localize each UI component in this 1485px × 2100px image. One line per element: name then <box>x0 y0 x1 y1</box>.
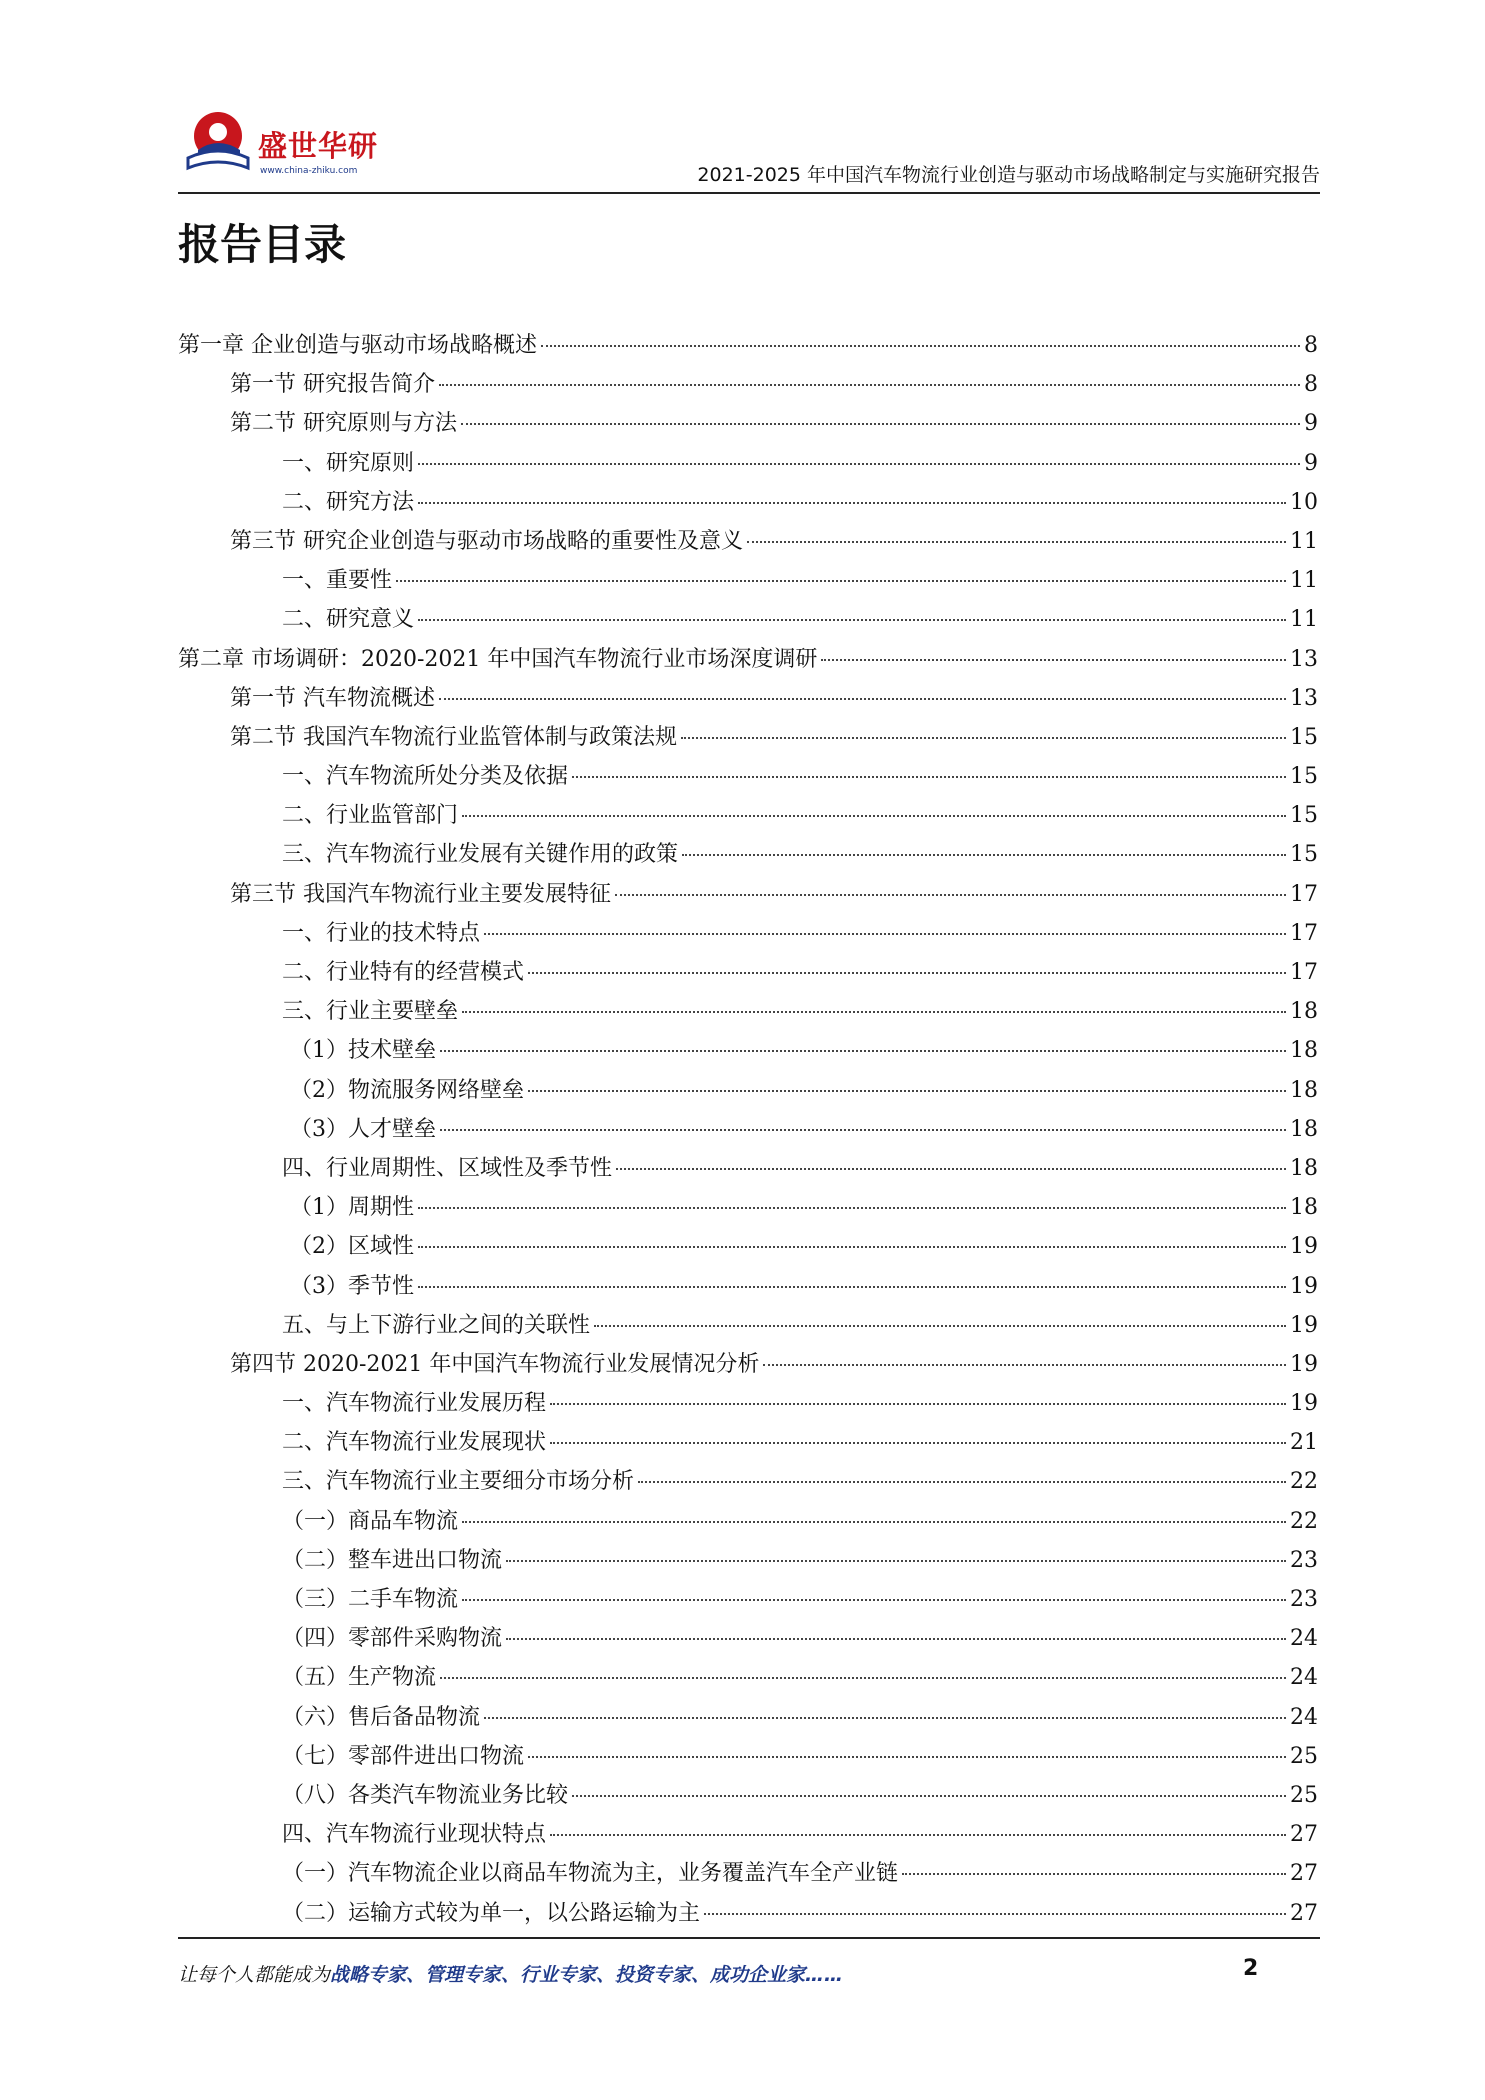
toc-entry-page: 19 <box>1290 1391 1318 1417</box>
toc-entry-label: 第三节 研究企业创造与驱动市场战略的重要性及意义 <box>230 528 743 554</box>
toc-entry-page: 15 <box>1290 724 1318 750</box>
toc-entry[interactable] <box>178 1739 1318 1778</box>
toc-entry-page: 21 <box>1290 1430 1318 1456</box>
footer-prefix: 让每个人都能成为 <box>178 1964 331 1986</box>
toc-entry-label: 二、汽车物流行业发展现状 <box>282 1430 547 1456</box>
toc-entry[interactable] <box>178 1856 1318 1895</box>
toc-entry[interactable] <box>178 1073 1318 1112</box>
toc-entry[interactable] <box>178 563 1318 602</box>
toc-entry-label: 第一节 研究报告简介 <box>230 372 435 398</box>
report-title: 2021-2025 年中国汽车物流行业创造与驱动市场战略制定与实施研究报告 <box>697 164 1320 186</box>
toc-entry[interactable] <box>178 759 1318 798</box>
toc-entry-page: 9 <box>1304 411 1318 437</box>
toc-dot-leader <box>704 1913 1286 1915</box>
toc-entry-page: 23 <box>1290 1587 1318 1612</box>
toc-entry-label: （1）周期性 <box>290 1195 414 1221</box>
toc-entry-label: 四、汽车物流行业现状特点 <box>282 1822 547 1848</box>
toc-entry-label: （三）二手车物流 <box>282 1587 459 1612</box>
toc-entry-page: 23 <box>1290 1547 1318 1573</box>
toc-entry-label: （六）售后备品物流 <box>282 1704 481 1730</box>
toc-entry-label: 第四节 2020-2021 年中国汽车物流行业发展情况分析 <box>230 1351 760 1377</box>
page-header <box>178 100 1320 198</box>
toc-entry-label: （一）汽车物流企业以商品车物流为主，业务覆盖汽车全产业链 <box>282 1861 899 1887</box>
toc-entry-page: 17 <box>1290 920 1318 946</box>
toc-dot-leader <box>462 1599 1286 1601</box>
toc-entry[interactable] <box>178 720 1318 759</box>
toc-entry[interactable] <box>178 798 1318 837</box>
footer-highlight: 战略专家、管理专家、行业专家、投资专家、成功企业家…… <box>330 1964 844 1986</box>
toc-entry-label: 一、重要性 <box>282 568 393 594</box>
toc-entry[interactable] <box>178 328 1318 367</box>
footer-slogan <box>178 1960 843 1987</box>
toc-dot-leader <box>615 894 1286 896</box>
toc-dot-leader <box>440 1050 1286 1052</box>
toc-entry[interactable] <box>178 1621 1318 1660</box>
toc-dot-leader <box>594 1325 1286 1327</box>
toc-entry-page: 27 <box>1290 1861 1318 1887</box>
toc-entry-label: （2）物流服务网络壁垒 <box>290 1077 524 1103</box>
toc-entry[interactable] <box>178 837 1318 876</box>
toc-entry[interactable] <box>178 1425 1318 1464</box>
toc-entry-label: （四）零部件采购物流 <box>282 1626 503 1652</box>
toc-entry-page: 15 <box>1290 803 1318 829</box>
toc-entry-page: 18 <box>1290 1077 1318 1103</box>
table-of-contents <box>178 328 1318 1935</box>
toc-entry-label: 五、与上下游行业之间的关联性 <box>282 1312 591 1338</box>
toc-dot-leader <box>902 1873 1286 1875</box>
toc-entry[interactable] <box>178 1269 1318 1308</box>
toc-dot-leader <box>461 423 1300 425</box>
toc-dot-leader <box>572 1795 1286 1797</box>
toc-entry-label: （五）生产物流 <box>282 1665 437 1691</box>
toc-entry-label: （八）各类汽车物流业务比较 <box>282 1782 569 1808</box>
toc-entry-label: （3）人才壁垒 <box>290 1116 436 1142</box>
toc-dot-leader <box>763 1364 1286 1366</box>
toc-entry-label: 第三节 我国汽车物流行业主要发展特征 <box>230 881 611 907</box>
toc-entry-page: 19 <box>1290 1273 1318 1299</box>
toc-entry-page: 25 <box>1290 1782 1318 1808</box>
toc-entry-label: 三、汽车物流行业发展有关键作用的政策 <box>282 842 679 868</box>
toc-dot-leader <box>418 1207 1286 1209</box>
toc-dot-leader <box>418 502 1286 504</box>
toc-entry[interactable] <box>178 1464 1318 1503</box>
toc-dot-leader <box>550 1403 1286 1405</box>
toc-dot-leader <box>440 1129 1286 1131</box>
header-divider <box>178 192 1320 194</box>
toc-dot-leader <box>440 1677 1286 1679</box>
toc-entry-label: 一、汽车物流行业发展历程 <box>282 1391 547 1417</box>
toc-entry-page: 24 <box>1290 1626 1318 1652</box>
toc-entry-page: 22 <box>1290 1508 1318 1534</box>
toc-entry[interactable] <box>178 1112 1318 1151</box>
toc-entry[interactable] <box>178 642 1318 681</box>
toc-entry-page: 25 <box>1290 1743 1318 1769</box>
toc-entry-label: 二、研究意义 <box>282 607 415 633</box>
toc-entry[interactable] <box>178 1817 1318 1856</box>
toc-entry[interactable] <box>178 1386 1318 1425</box>
toc-entry-label: 第二章 市场调研：2020-2021 年中国汽车物流行业市场深度调研 <box>178 646 818 672</box>
toc-entry[interactable] <box>178 406 1318 445</box>
toc-dot-leader <box>528 1756 1286 1758</box>
toc-entry-page: 10 <box>1290 489 1318 515</box>
toc-entry[interactable] <box>178 1778 1318 1817</box>
toc-dot-leader <box>418 463 1300 465</box>
toc-dot-leader <box>550 1442 1286 1444</box>
toc-entry[interactable] <box>178 1700 1318 1739</box>
toc-entry-label: 三、汽车物流行业主要细分市场分析 <box>282 1469 635 1495</box>
toc-entry-label: 第一节 汽车物流概述 <box>230 685 435 711</box>
toc-entry-page: 24 <box>1290 1665 1318 1691</box>
toc-dot-leader <box>418 619 1286 621</box>
toc-dot-leader <box>418 1286 1286 1288</box>
toc-entry-page: 18 <box>1290 999 1318 1025</box>
toc-entry-page: 18 <box>1290 1038 1318 1064</box>
toc-entry-label: （二）整车进出口物流 <box>282 1547 503 1573</box>
toc-entry[interactable] <box>178 1229 1318 1268</box>
toc-entry-page: 19 <box>1290 1312 1318 1338</box>
toc-dot-leader <box>462 815 1286 817</box>
toc-dot-leader <box>439 698 1286 700</box>
toc-entry[interactable] <box>178 877 1318 916</box>
toc-dot-leader <box>462 1011 1286 1013</box>
toc-entry-page: 8 <box>1304 333 1318 358</box>
toc-entry-page: 17 <box>1290 881 1318 907</box>
toc-entry[interactable] <box>178 524 1318 563</box>
toc-entry[interactable] <box>178 1347 1318 1386</box>
toc-entry-page: 19 <box>1290 1351 1318 1377</box>
toc-entry-page: 11 <box>1290 528 1318 554</box>
toc-entry-page: 17 <box>1290 960 1318 985</box>
toc-entry-page: 11 <box>1290 568 1318 594</box>
toc-entry[interactable] <box>178 1308 1318 1347</box>
toc-dot-leader <box>462 1521 1286 1523</box>
toc-entry[interactable] <box>178 994 1318 1033</box>
logo-icon <box>178 106 258 181</box>
toc-entry-label: 二、行业监管部门 <box>282 803 459 829</box>
toc-entry[interactable] <box>178 1660 1318 1699</box>
toc-entry-page: 18 <box>1290 1195 1318 1221</box>
toc-entry-label: 第一章 企业创造与驱动市场战略概述 <box>178 333 537 358</box>
toc-entry[interactable] <box>178 602 1318 641</box>
toc-dot-leader <box>484 1717 1286 1719</box>
toc-dot-leader <box>616 1168 1286 1170</box>
toc-entry-label: （一）商品车物流 <box>282 1508 459 1534</box>
toc-entry-label: （2）区域性 <box>290 1234 414 1260</box>
toc-entry-label: 四、行业周期性、区域性及季节性 <box>282 1155 613 1181</box>
toc-dot-leader <box>484 933 1286 935</box>
toc-entry-page: 13 <box>1290 646 1318 672</box>
toc-dot-leader <box>528 1090 1286 1092</box>
toc-entry[interactable] <box>178 1190 1318 1229</box>
toc-entry-label: 一、行业的技术特点 <box>282 920 481 946</box>
toc-entry-page: 18 <box>1290 1155 1318 1181</box>
toc-entry-label: 第二节 我国汽车物流行业监管体制与政策法规 <box>230 724 677 750</box>
toc-entry[interactable] <box>178 916 1318 955</box>
toc-dot-leader <box>396 580 1286 582</box>
toc-entry-page: 11 <box>1290 607 1318 633</box>
toc-entry[interactable] <box>178 955 1318 994</box>
toc-dot-leader <box>506 1560 1286 1562</box>
toc-dot-leader <box>638 1481 1286 1483</box>
toc-entry-label: （3）季节性 <box>290 1273 414 1299</box>
toc-entry-page: 27 <box>1290 1822 1318 1848</box>
toc-dot-leader <box>439 384 1300 386</box>
toc-entry-label: 一、汽车物流所处分类及依据 <box>282 764 569 790</box>
toc-entry-label: 一、研究原则 <box>282 450 415 476</box>
toc-dot-leader <box>506 1638 1286 1640</box>
toc-dot-leader <box>572 776 1286 778</box>
toc-dot-leader <box>747 541 1286 543</box>
toc-entry[interactable] <box>178 367 1318 406</box>
footer-divider <box>178 1937 1320 1939</box>
toc-dot-leader <box>821 659 1286 661</box>
toc-entry[interactable] <box>178 1896 1318 1935</box>
toc-entry-label: （七）零部件进出口物流 <box>282 1743 525 1769</box>
toc-entry-label: 第二节 研究原则与方法 <box>230 411 457 437</box>
toc-entry-label: 二、行业特有的经营模式 <box>282 960 525 985</box>
toc-entry-label: （二）运输方式较为单一，以公路运输为主 <box>282 1900 701 1926</box>
toc-entry-page: 24 <box>1290 1704 1318 1730</box>
toc-entry[interactable] <box>178 446 1318 485</box>
toc-entry-page: 18 <box>1290 1116 1318 1142</box>
toc-entry-page: 9 <box>1304 450 1318 476</box>
toc-dot-leader <box>418 1246 1286 1248</box>
toc-entry[interactable] <box>178 1504 1318 1543</box>
toc-entry-page: 27 <box>1290 1900 1318 1926</box>
toc-dot-leader <box>550 1834 1286 1836</box>
logo-url: www.china-zhiku.com <box>260 166 358 176</box>
toc-entry[interactable] <box>178 1033 1318 1072</box>
toc-entry-page: 22 <box>1290 1469 1318 1495</box>
toc-entry-page: 13 <box>1290 685 1318 711</box>
toc-entry[interactable] <box>178 1151 1318 1190</box>
toc-entry-page: 15 <box>1290 764 1318 790</box>
toc-entry-page: 8 <box>1304 372 1318 398</box>
logo-name: 盛世华研 <box>258 129 379 163</box>
toc-entry-page: 19 <box>1290 1234 1318 1260</box>
toc-dot-leader <box>681 737 1286 739</box>
toc-entry[interactable] <box>178 485 1318 524</box>
page-title: 报告目录 <box>178 220 347 269</box>
toc-entry[interactable] <box>178 1582 1318 1621</box>
toc-entry-label: 三、行业主要壁垒 <box>282 999 459 1025</box>
toc-dot-leader <box>682 854 1286 856</box>
toc-entry-label: 二、研究方法 <box>282 489 415 515</box>
toc-entry[interactable] <box>178 1543 1318 1582</box>
toc-entry-page: 15 <box>1290 842 1318 868</box>
page-number: 2 <box>1243 1956 1259 1981</box>
toc-entry[interactable] <box>178 681 1318 720</box>
toc-dot-leader <box>528 972 1286 974</box>
toc-dot-leader <box>541 345 1300 347</box>
toc-entry-label: （1）技术壁垒 <box>290 1038 436 1064</box>
